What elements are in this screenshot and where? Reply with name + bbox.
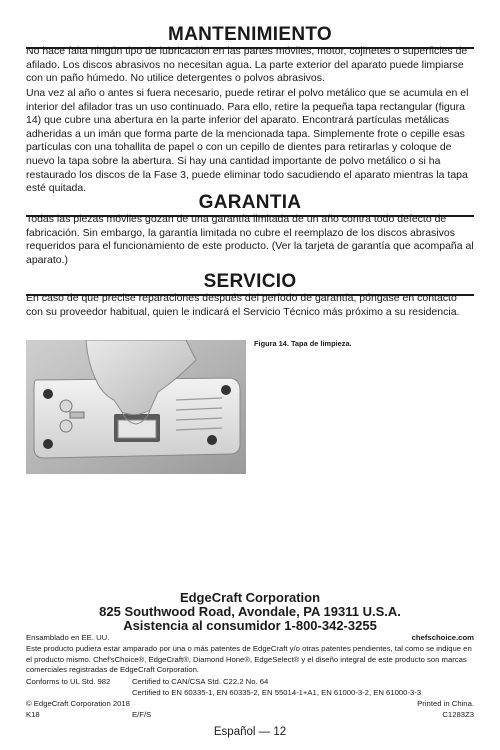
languages-code: E/F/S [132, 710, 152, 719]
section-title: MANTENIMIENTO [168, 24, 332, 45]
page-number: Español — 12 [213, 726, 287, 738]
model-code: K18 [26, 710, 40, 719]
csa-cert: Certified to CAN/CSA Std. C22.2 No. 64 [132, 677, 269, 686]
maintenance-paragraph-2: Una vez al año o antes si fuera necesario, puede retirar el polvo metálico que se acumula en el interior del afilador tras un uso continuado. Para ello, retire la pequeña tapa rectangular (figura 14) que cubre una abertura en la parte inferior del aparato. Encontrará partículas metálicas adheridas a un imán que forma parte de la mencionada tapa. Simplemente frote o cepille esas partículas con una tohallita de papel o con un cepillo de dientes para retirarlas y coloque de nuevo la tapa sobre la abertura. Si hay una cantidad importante de polvo metálico o si ha restaurado los discos de la Fase 3, puede eliminar todo sacudiendo el aparato mientras la tapa esté quitada. [26, 87, 469, 195]
consumer-phone: Asistencia al consumidor 1-800-342-3255 [123, 618, 377, 633]
section-title: GARANTIA [198, 192, 302, 213]
section-title: SERVICIO [203, 271, 297, 292]
patents-text: Este producto pudiera estar amparado por una o más patentes de EdgeCraft y/o otras patentes pendientes, tal como se indique en el producto mismo. Chef'sChoice®, EdgeCraft®, Diamond Hone®, EdgeSelect® y el diseño integral de este producto son marcas comerciales registradas de EdgeCraft Corporation. [26, 644, 472, 674]
copyright: © EdgeCraft Corporation 2018 [26, 699, 130, 708]
company-address: 825 Southwood Road, Avondale, PA 19311 U.S.A. [99, 604, 401, 619]
service-paragraph: En caso de que precise reparaciones después del período de garantía, póngase en contacto con su proveedor habitual, quien le indicará el Servicio Técnico más próximo a su residencia. [26, 292, 460, 318]
document-code: C1283Z3 [442, 710, 474, 719]
assembled-text: Ensamblado en EE. UU. [26, 633, 110, 642]
company-name: EdgeCraft Corporation [179, 590, 321, 605]
sharpener-underside-illustration [26, 340, 246, 474]
ul-cert: Conforms to UL Std. 982 [26, 677, 111, 686]
printed-in: Printed in China. [417, 699, 474, 708]
en-cert: Certified to EN 60335-1, EN 60335-2, EN 55014-1+A1, EN 61000-3-2, EN 61000-3-3 [132, 688, 422, 697]
warranty-paragraph: Todas las piezas móviles gozan de una garantía limitada de un año contra todo defecto de fabricación. Sin embargo, la garantía limitada no cubre el reemplazo de los discos abrasivos requeridos para el funcionamiento de este producto. (Ver la tarjeta de garantía que acompaña al aparato.) [26, 213, 474, 266]
website-link[interactable]: chefschoice.com [411, 633, 474, 642]
cleaning-cover-photo [26, 340, 246, 474]
maintenance-paragraph-1: No hace falta ningún tipo de lubricación en las partes móviles, motor, cojinetes o superficies de afilado. Los discos abrasivos no necesitan agua. La parte exterior del aparato puede limpiarse con un paño húmedo. No utilice detergentes o polvos abrasivos. [26, 45, 468, 85]
figure-caption: Figura 14. Tapa de limpieza. [254, 339, 352, 348]
